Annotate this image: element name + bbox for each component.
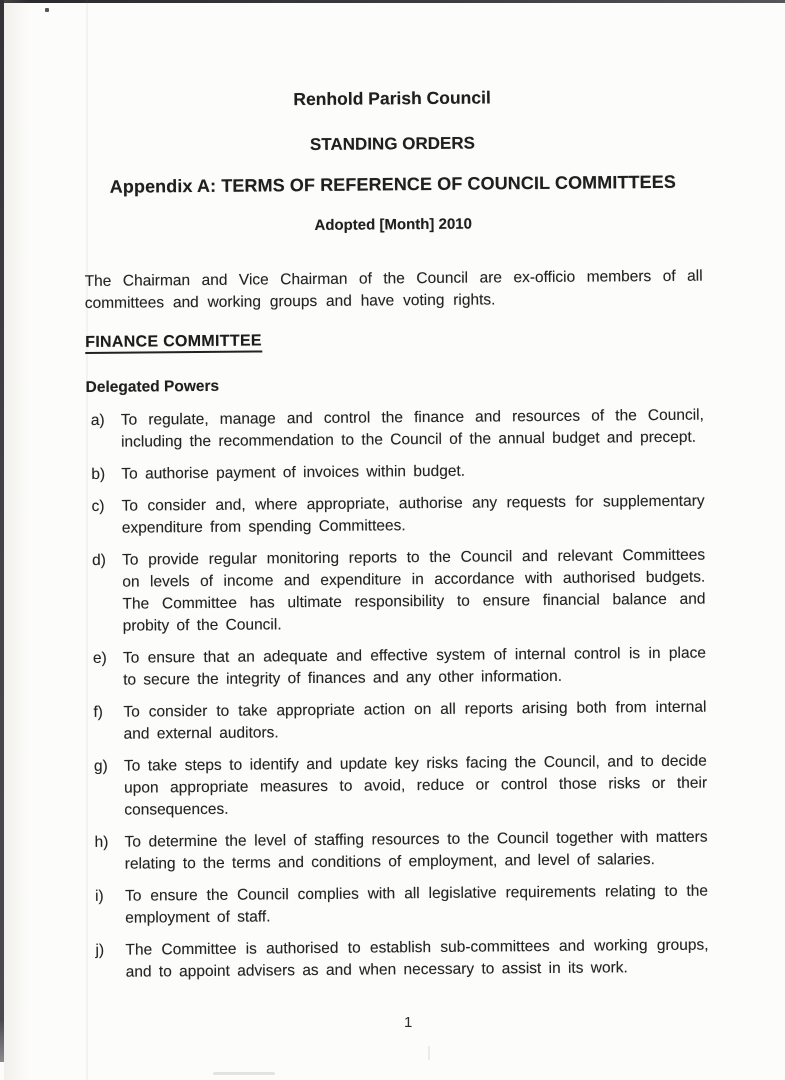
organisation-title: Renhold Parish Council [293,87,491,110]
item-text: To take steps to identify and update key risks facing the Council, and to decide upon appropriate measures to avoid, reduce or control those risks or their consequences. [123,752,708,819]
adopted-date-line: Adopted [Month] 2010 [314,215,473,234]
item-label: g) [93,757,108,775]
list-item-h [94,827,707,876]
item-label: b) [91,465,106,483]
delegated-powers-list [86,405,709,984]
item-label: j) [95,941,105,959]
item-text: To determine the level of staffing resources to the Council together with matters relating to the terms and conditions of employment, and level of salaries. [124,828,708,873]
list-item-j [95,935,708,984]
list-item-f [93,697,706,746]
scan-left-shadow [4,0,30,1080]
item-text: To regulate, manage and control the finance and resources of the Council, including the recommendation to the Council of the annual budget and precept. [120,406,704,451]
appendix-title: Appendix A: TERMS OF REFERENCE OF COUNCIL COMMITTEES [109,171,677,197]
item-label: a) [90,411,105,429]
item-label: c) [91,497,105,515]
item-text: To provide regular monitoring reports to the Council and relevant Committees on levels of income and expenditure in accordance with authorised budgets. The Committee has ultimate responsibility to ensure financial balance and probity of the Council. [122,546,706,635]
list-item-a [91,405,704,454]
scan-smudge-small [428,1046,430,1060]
intro-paragraph: The Chairman and Vice Chairman of the Council are ex-officio members of all committees and working groups and have voting rights. [84,267,703,312]
list-item-e [93,643,706,692]
scan-speck [45,8,49,12]
item-label: i) [94,887,104,905]
item-text: To consider and, where appropriate, authorise any requests for supplementary expenditure from spending Committees. [121,492,705,537]
item-label: f) [93,703,103,721]
item-label: d) [92,551,106,569]
item-text: To ensure that an adequate and effective system of internal control is in place to secure the integrity of finances and any other information. [122,644,707,689]
item-text: To authorise payment of invoices within budget. [121,462,466,483]
item-label: h) [94,833,109,851]
item-text: The Committee is authorised to establish sub-committees and working groups, and to appoint advisers as and when necessary to assist in its work. [125,936,709,981]
list-item-b [91,459,704,486]
scan-smudge [213,1072,275,1075]
item-label: e) [92,649,107,667]
subheading-delegated-powers: Delegated Powers [85,377,220,396]
section-heading-text: FINANCE COMMITTEE [85,332,262,354]
item-text: To consider to take appropriate action on all reports arising both from internal and external auditors. [123,698,707,743]
list-item-i [95,881,708,930]
document-title: STANDING ORDERS [309,133,476,155]
document-content [83,85,709,994]
item-text: To ensure the Council complies with all legislative requirements relating to the employment of staff. [124,882,709,927]
scan-top-edge [0,0,785,3]
list-item-g [94,751,708,822]
list-item-c [92,491,705,540]
page-number: 1 [404,1014,413,1031]
section-heading-finance-committee [85,327,703,354]
list-item-d [92,545,706,638]
